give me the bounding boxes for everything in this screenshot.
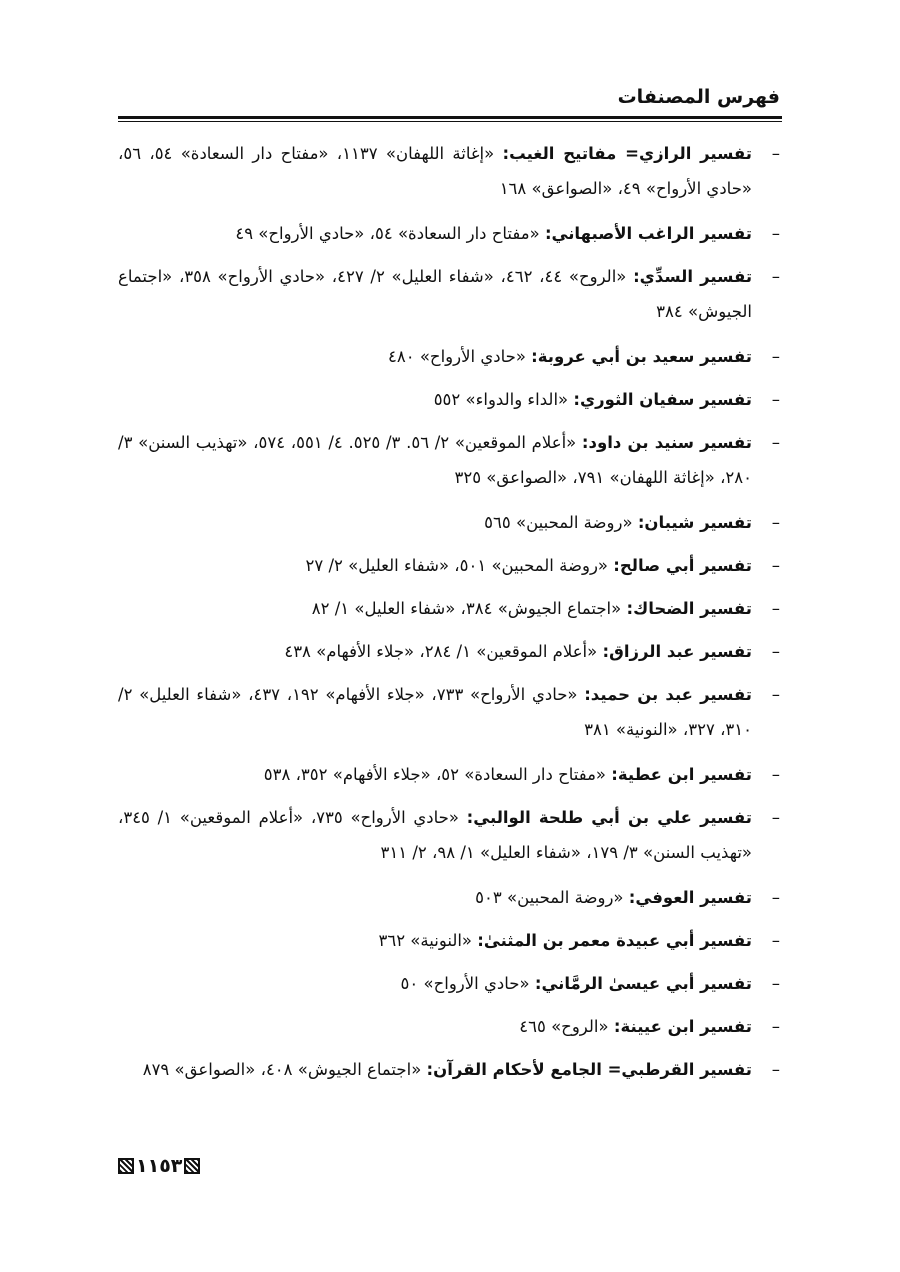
index-entry bbox=[118, 425, 782, 495]
entry-references: «روضة المحبين» ٥٠١، «شفاء العليل» ٢/ ٢٧ bbox=[305, 556, 614, 575]
page-number bbox=[118, 1152, 200, 1180]
entry-references: «الروح» ٤٦٥ bbox=[519, 1017, 614, 1036]
entry-references: «مفتاح دار السعادة» ٥٢، «جلاء الأفهام» ٣٥٢، ٥٣٨ bbox=[263, 765, 612, 784]
index-entry bbox=[118, 505, 782, 540]
ornament-left-icon bbox=[118, 1158, 134, 1174]
entry-heading: تفسير الضحاك: bbox=[626, 599, 752, 618]
entry-heading: تفسير سنيد بن داود: bbox=[581, 433, 752, 452]
entry-dash: – bbox=[771, 888, 780, 907]
index-entry bbox=[118, 800, 782, 870]
index-entries bbox=[118, 136, 782, 1095]
entry-references: «حادي الأرواح» ٤٨٠ bbox=[387, 347, 532, 366]
entry-heading: تفسير الرازي= مفاتيح الغيب: bbox=[502, 144, 753, 163]
entry-dash: – bbox=[771, 642, 780, 661]
entry-references: «حادي الأرواح» ٧٣٥، «أعلام الموقعين» ١/ ٣٤٥، «تهذيب السنن» ٣/ ١٧٩، «شفاء العليل» ١/ ٩٨، ٢/ ٣١١ bbox=[118, 808, 752, 862]
entry-references: «روضة المحبين» ٥٦٥ bbox=[484, 513, 638, 532]
entry-dash: – bbox=[771, 513, 780, 532]
entry-heading: تفسير ابن عيينة: bbox=[613, 1017, 752, 1036]
entry-references: «روضة المحبين» ٥٠٣ bbox=[475, 888, 629, 907]
header-rule-thick bbox=[118, 116, 782, 119]
entry-dash: – bbox=[771, 1017, 780, 1036]
entry-heading: تفسير السدِّي: bbox=[633, 267, 753, 286]
index-entry bbox=[118, 259, 782, 329]
index-entry bbox=[118, 880, 782, 915]
entry-dash: – bbox=[771, 267, 780, 286]
index-entry bbox=[118, 136, 782, 206]
index-entry bbox=[118, 548, 782, 583]
entry-references: «حادي الأرواح» ٧٣٣، «جلاء الأفهام» ١٩٢، ٤٣٧، «شفاء العليل» ٢/ ٣١٠، ٣٢٧، «النونية» ٣٨١ bbox=[118, 685, 752, 739]
entry-heading: تفسير علي بن أبي طلحة الوالبي: bbox=[466, 808, 752, 827]
index-entry bbox=[118, 1009, 782, 1044]
entry-references: «أعلام الموقعين» ١/ ٢٨٤، «جلاء الأفهام» ٤٣٨ bbox=[284, 642, 603, 661]
index-entry bbox=[118, 1052, 782, 1087]
entry-references: «اجتماع الجيوش» ٣٨٤، «شفاء العليل» ١/ ٨٢ bbox=[311, 599, 627, 618]
entry-heading: تفسير عبد الرزاق: bbox=[602, 642, 752, 661]
entry-dash: – bbox=[771, 599, 780, 618]
entry-heading: تفسير العوفي: bbox=[628, 888, 752, 907]
entry-references: «مفتاح دار السعادة» ٥٤، «حادي الأرواح» ٤٩ bbox=[235, 224, 545, 243]
entry-dash: – bbox=[771, 808, 780, 827]
entry-dash: – bbox=[771, 556, 780, 575]
entry-dash: – bbox=[771, 433, 780, 452]
entry-dash: – bbox=[771, 931, 780, 950]
page-header bbox=[118, 82, 782, 122]
entry-dash: – bbox=[771, 347, 780, 366]
header-rule-thin bbox=[118, 121, 782, 122]
entry-dash: – bbox=[771, 685, 780, 704]
entry-dash: – bbox=[771, 1060, 780, 1079]
entry-dash: – bbox=[771, 765, 780, 784]
page-title: فهرس المصنفات bbox=[617, 86, 780, 108]
entry-dash: – bbox=[771, 144, 780, 163]
index-entry bbox=[118, 634, 782, 669]
entry-dash: – bbox=[771, 390, 780, 409]
entry-dash: – bbox=[771, 974, 780, 993]
index-entry bbox=[118, 382, 782, 417]
entry-references: «أعلام الموقعين» ٢/ ٥٦. ٣/ ٥٢٥. ٤/ ٥٥١، ٥٧٤، «تهذيب السنن» ٣/ ٢٨٠، «إغاثة اللهفان» ٧٩١، «الصواعق» ٣٢٥ bbox=[118, 433, 752, 487]
entry-heading: تفسير الراغب الأصبهاني: bbox=[544, 224, 752, 243]
entry-references: «الداء والدواء» ٥٥٢ bbox=[433, 390, 574, 409]
entry-references: «الروح» ٤٤، ٤٦٢، «شفاء العليل» ٢/ ٤٢٧، «حادي الأرواح» ٣٥٨، «اجتماع الجيوش» ٣٨٤ bbox=[118, 267, 752, 321]
entry-heading: تفسير عبد بن حميد: bbox=[584, 685, 752, 704]
entry-references: «إغاثة اللهفان» ١١٣٧، «مفتاح دار السعادة» ٥٤، ٥٦، «حادي الأرواح» ٤٩، «الصواعق» ١٦٨ bbox=[118, 144, 752, 198]
index-entry bbox=[118, 591, 782, 626]
entry-heading: تفسير أبي عيسىٰ الرمَّاني: bbox=[534, 974, 752, 993]
entry-references: «حادي الأرواح» ٥٠ bbox=[400, 974, 535, 993]
entry-dash: – bbox=[771, 224, 780, 243]
entry-references: «اجتماع الجيوش» ٤٠٨، «الصواعق» ٨٧٩ bbox=[142, 1060, 427, 1079]
index-entry bbox=[118, 966, 782, 1001]
entry-heading: تفسير أبي صالح: bbox=[613, 556, 752, 575]
entry-heading: تفسير شيبان: bbox=[637, 513, 752, 532]
index-entry bbox=[118, 923, 782, 958]
entry-references: «النونية» ٣٦٢ bbox=[378, 931, 478, 950]
index-entry bbox=[118, 677, 782, 747]
entry-heading: تفسير سعيد بن أبي عروبة: bbox=[531, 347, 752, 366]
page-number-value: ١١٥٣ bbox=[136, 1155, 183, 1177]
index-entry bbox=[118, 757, 782, 792]
entry-heading: تفسير القرطبي= الجامع لأحكام القرآن: bbox=[426, 1060, 752, 1079]
index-entry bbox=[118, 216, 782, 251]
entry-heading: تفسير ابن عطية: bbox=[611, 765, 752, 784]
entry-heading: تفسير أبي عبيدة معمر بن المثنىٰ: bbox=[477, 931, 752, 950]
entry-heading: تفسير سفيان الثوري: bbox=[573, 390, 752, 409]
ornament-right-icon bbox=[184, 1158, 200, 1174]
index-entry bbox=[118, 339, 782, 374]
